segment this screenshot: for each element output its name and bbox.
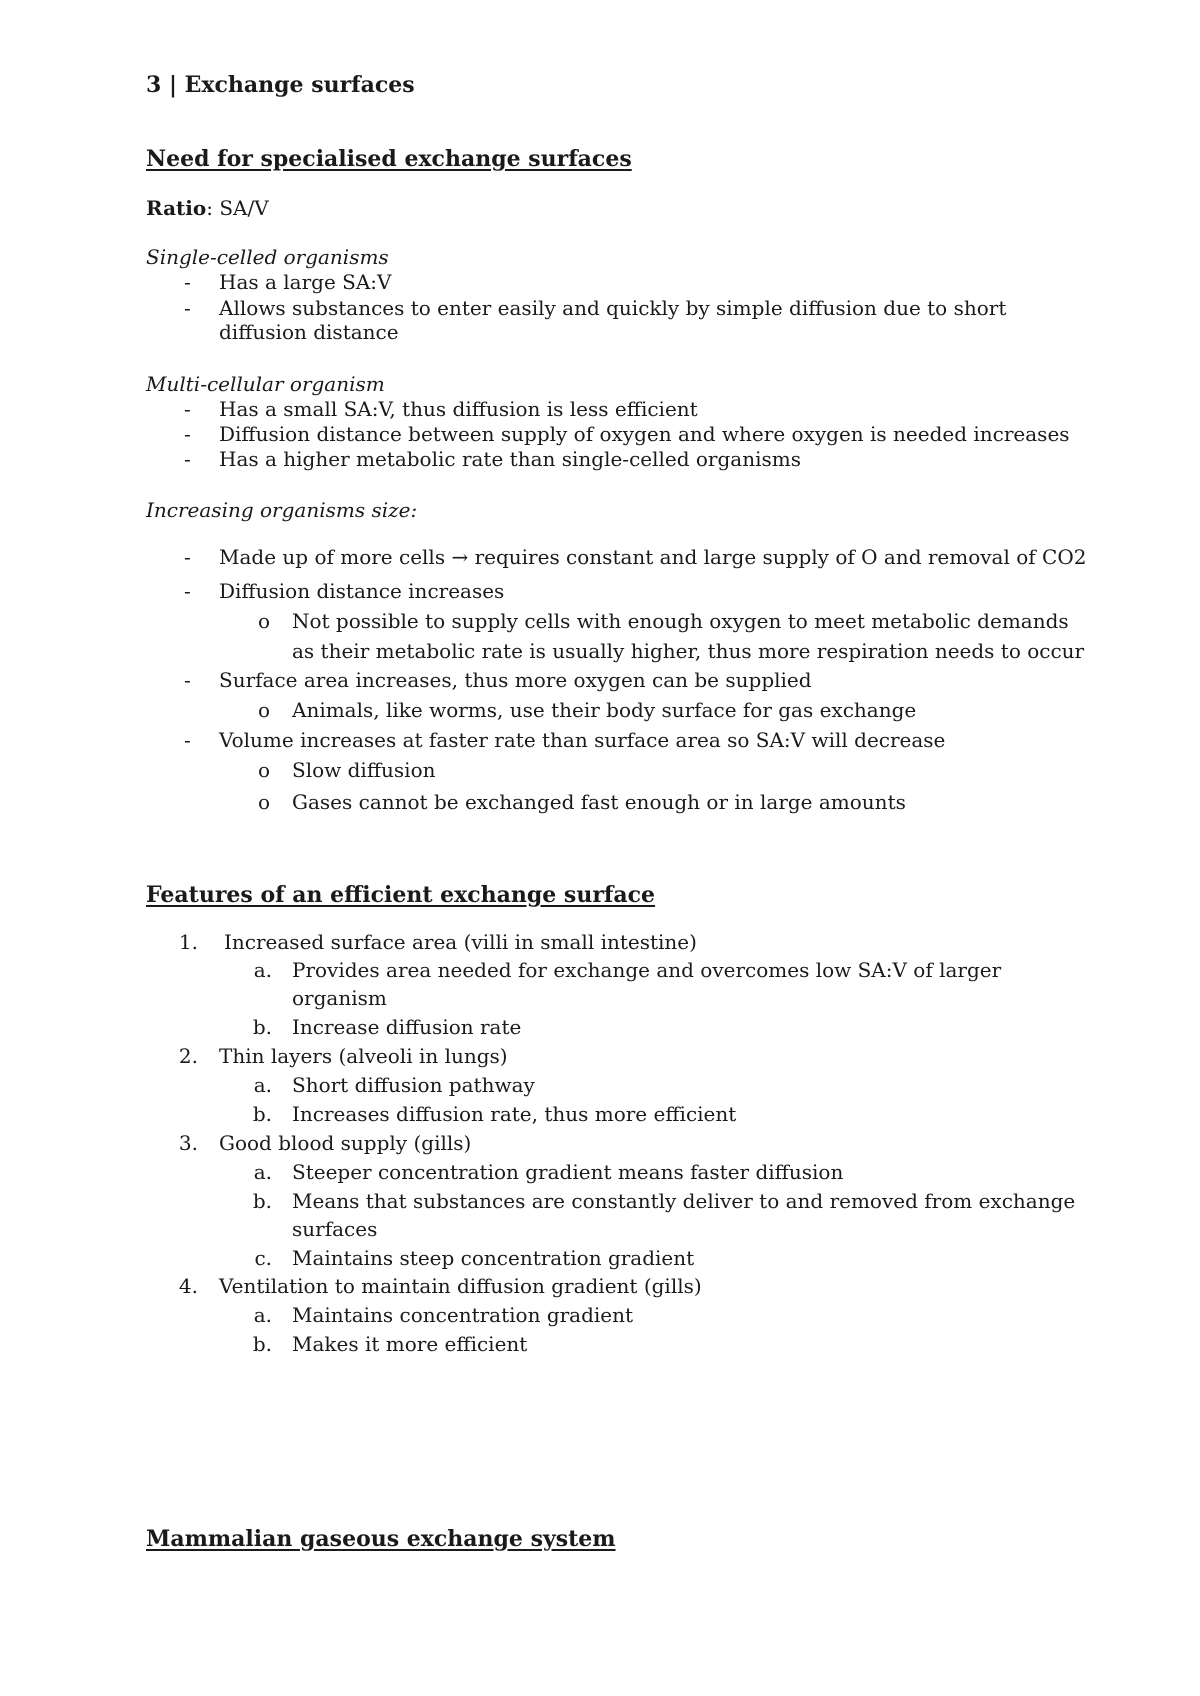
- list-item: Made up of more cells → requires constant and large supply of O and removal of CO2: [219, 545, 1087, 569]
- list-marker: c.: [254, 1246, 272, 1270]
- list-item: Thin layers (alveoli in lungs): [219, 1044, 508, 1068]
- ratio-line: [146, 196, 269, 220]
- list-item: Diffusion distance between supply of oxygen and where oxygen is needed increases: [219, 422, 1070, 446]
- list-marker: 3.: [178, 1131, 198, 1155]
- section-heading-mammalian: Mammalian gaseous exchange system: [146, 1526, 616, 1552]
- section-heading-specialised: Need for specialised exchange surfaces: [146, 146, 632, 172]
- subheading-single-celled: Single-celled organisms: [146, 245, 389, 269]
- bullet-dash: -: [184, 579, 191, 603]
- list-marker: a.: [253, 1160, 272, 1184]
- list-item-sub: Makes it more efficient: [292, 1332, 528, 1356]
- list-marker: b.: [252, 1102, 272, 1126]
- list-item: Diffusion distance increases: [219, 579, 505, 603]
- subheading-multi-cellular: Multi-cellular organism: [146, 372, 385, 396]
- list-item: Has a large SA:V: [219, 270, 392, 294]
- list-item-sub: Not possible to supply cells with enough oxygen to meet metabolic demands: [292, 609, 1069, 633]
- list-item: Surface area increases, thus more oxygen can be supplied: [219, 668, 812, 692]
- list-item: Good blood supply (gills): [219, 1131, 472, 1155]
- list-marker: 4.: [178, 1274, 198, 1298]
- list-item-sub: Increase diffusion rate: [292, 1015, 522, 1039]
- list-item-sub: Maintains concentration gradient: [292, 1303, 634, 1327]
- list-marker: b.: [252, 1332, 272, 1356]
- list-item: Ventilation to maintain diffusion gradient (gills): [219, 1274, 702, 1298]
- ratio-value: : SA/V: [206, 196, 269, 220]
- ratio-label: Ratio: [146, 196, 207, 220]
- list-item-sub: Animals, like worms, use their body surface for gas exchange: [292, 698, 917, 722]
- bullet-circle: o: [258, 698, 271, 722]
- bullet-circle: o: [258, 609, 271, 633]
- list-marker: 2.: [178, 1044, 198, 1068]
- list-item-sub: Steeper concentration gradient means faster diffusion: [292, 1160, 844, 1184]
- list-item-sub: Increases diffusion rate, thus more efficient: [292, 1102, 737, 1126]
- list-item-continuation: organism: [292, 986, 387, 1010]
- list-item: Allows substances to enter easily and quickly by simple diffusion due to short: [219, 296, 1007, 320]
- list-marker: b.: [252, 1015, 272, 1039]
- list-item-sub: Maintains steep concentration gradient: [292, 1246, 695, 1270]
- list-item: Has a higher metabolic rate than single-celled organisms: [219, 447, 801, 471]
- page-title: 3 | Exchange surfaces: [146, 72, 415, 98]
- section-heading-features: Features of an efficient exchange surface: [146, 882, 656, 908]
- list-item-sub: Short diffusion pathway: [292, 1073, 535, 1097]
- bullet-dash: -: [184, 422, 191, 446]
- bullet-dash: -: [184, 668, 191, 692]
- list-item-sub: Slow diffusion: [292, 758, 436, 782]
- bullet-dash: -: [184, 545, 191, 569]
- bullet-circle: o: [258, 790, 271, 814]
- list-item-continuation: diffusion distance: [219, 320, 399, 344]
- bullet-circle: o: [258, 758, 271, 782]
- list-marker: a.: [253, 958, 272, 982]
- list-item: Has a small SA:V, thus diffusion is less efficient: [219, 397, 698, 421]
- list-item-sub: Gases cannot be exchanged fast enough or in large amounts: [292, 790, 906, 814]
- list-item-continuation: as their metabolic rate is usually higher, thus more respiration needs to occur: [292, 639, 1085, 663]
- list-item-continuation: surfaces: [292, 1217, 378, 1241]
- list-item: Increased surface area (villi in small intestine): [224, 930, 697, 954]
- bullet-dash: -: [184, 728, 191, 752]
- bullet-dash: -: [184, 397, 191, 421]
- list-marker: b.: [252, 1189, 272, 1213]
- subheading-increasing-size: Increasing organisms size:: [146, 498, 418, 522]
- list-marker: a.: [253, 1073, 272, 1097]
- bullet-dash: -: [184, 296, 191, 320]
- list-item-sub: Means that substances are constantly deliver to and removed from exchange: [292, 1189, 1076, 1213]
- list-marker: a.: [253, 1303, 272, 1327]
- list-item: Volume increases at faster rate than surface area so SA:V will decrease: [219, 728, 946, 752]
- list-item-sub: Provides area needed for exchange and overcomes low SA:V of larger: [292, 958, 1002, 982]
- bullet-dash: -: [184, 447, 191, 471]
- list-marker: 1.: [178, 930, 198, 954]
- bullet-dash: -: [184, 270, 191, 294]
